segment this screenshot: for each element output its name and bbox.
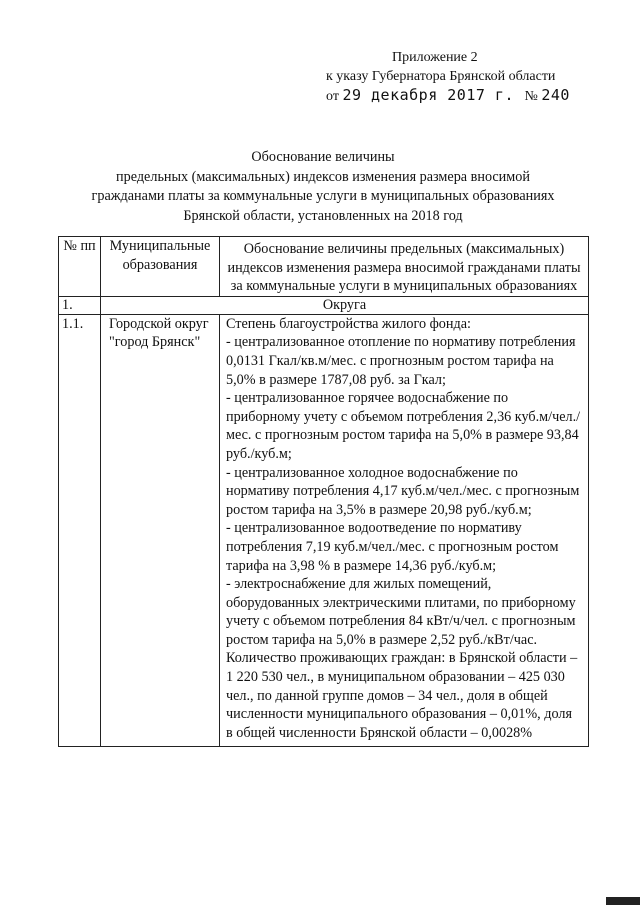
table-header-row [59, 237, 589, 297]
title-line-1: Обоснование величины [251, 149, 395, 165]
appendix-date-line [326, 86, 570, 106]
title-line-4: Брянской области, установленных на 2018 год [183, 207, 463, 224]
header-municipality: Муниципальные образования [101, 237, 220, 297]
section-row [59, 296, 589, 314]
number-label: № [524, 89, 538, 104]
table-row [59, 314, 589, 747]
appendix-reference: к указу Губернатора Брянской области [326, 69, 556, 84]
appendix-block [326, 48, 570, 106]
justification-paragraph: - электроснабжение для жилых помещений, оборудованных электрическими плитами, по приборному учету с объемом потребления 84 кВт/ч/чел. с прогнозным ростом тарифа на 5,0% в размере 2,52 руб./кВт/час. [226, 576, 576, 648]
decree-date: 29 декабря 2017 г. [342, 86, 514, 104]
section-label: Округа [101, 296, 589, 314]
row-municipality: Городской округ "город Брянск" [101, 314, 220, 747]
header-justification: Обоснование величины предельных (максимальных) индексов изменения размера вносимой гражданами платы за коммунальные услуги в муниципальных образованиях [220, 237, 589, 297]
justification-paragraph: Степень благоустройства жилого фонда: [226, 315, 471, 332]
justification-paragraph: Количество проживающих граждан: в Брянской области – 1 220 530 чел., в муниципальном образовании – 425 030 чел., по данной группе домов – 34 чел., доля в общей численности муниципального образования – 0,01%, доля в общей численности Брянской области – 0,0028% [226, 650, 578, 741]
row-justification [220, 314, 589, 747]
header-num: № пп [59, 237, 101, 297]
justification-table [58, 236, 589, 747]
decree-number: 240 [541, 86, 570, 104]
section-num: 1. [59, 296, 101, 314]
justification-paragraph: - централизованное холодное водоснабжение по нормативу потребления 4,17 куб.м/чел./мес. с прогнозным ростом тарифа на 3,5% в размере 20,98 руб./куб.м; [226, 464, 580, 518]
title-line-2: предельных (максимальных) индексов изменения размера вносимой [116, 168, 530, 185]
date-prefix: от [326, 89, 339, 104]
row-num: 1.1. [59, 314, 101, 747]
justification-paragraph: - централизованное горячее водоснабжение по приборному учету с объемом потребления 2,36 куб.м/чел./мес. с прогнозным ростом тарифа на 5,0% в размере 93,84 руб./куб.м; [226, 390, 581, 462]
document-title [60, 148, 586, 226]
appendix-title: Приложение 2 [392, 50, 478, 65]
justification-paragraph: - централизованное водоотведение по нормативу потребления 7,19 куб.м/чел./мес. с прогнозным ростом тарифа на 3,98 % в размере 14,36 руб./куб.м; [226, 520, 559, 574]
title-line-3: гражданами платы за коммунальные услуги в муниципальных образованиях [91, 188, 555, 204]
justification-paragraph: - централизованное отопление по нормативу потребления 0,0131 Гкал/кв.м/мес. с прогнозным ростом тарифа на 5,0% в размере 1787,08 руб. за Гкал; [226, 334, 576, 388]
scan-edge-mark [606, 897, 640, 905]
